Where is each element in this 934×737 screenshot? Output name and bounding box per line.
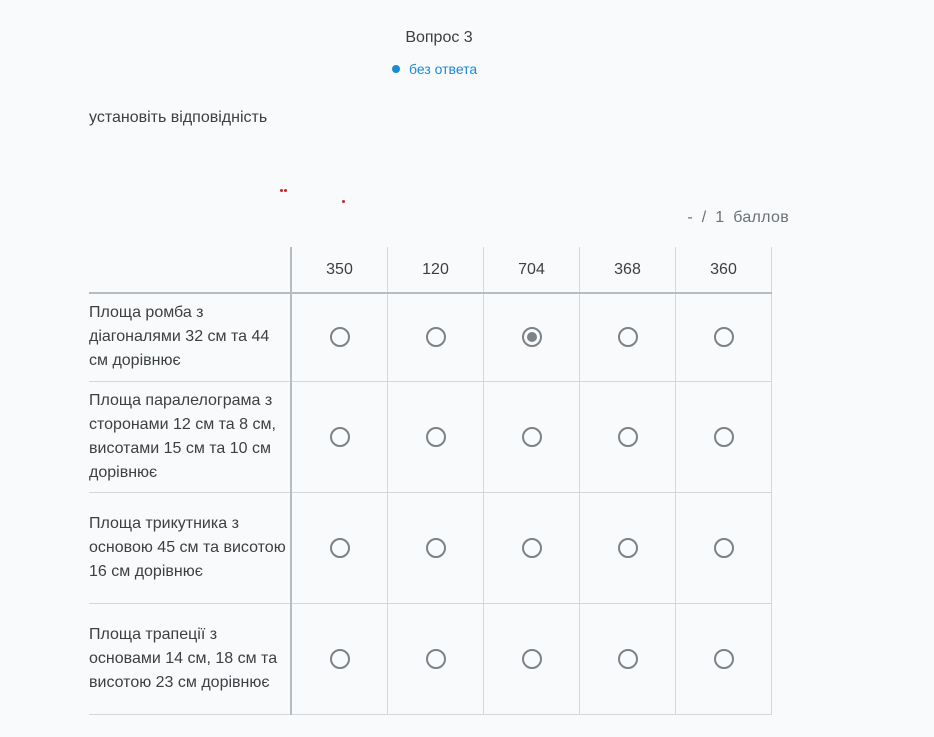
answer-radio[interactable] [426, 327, 446, 347]
answer-status [392, 61, 477, 77]
matrix-corner [89, 247, 291, 293]
decorative-dot [280, 189, 283, 192]
column-header: 704 [484, 247, 580, 293]
answer-radio[interactable] [618, 649, 638, 669]
answer-radio[interactable] [522, 538, 542, 558]
column-header: 120 [388, 247, 484, 293]
column-header: 368 [580, 247, 676, 293]
matrix-header-row [89, 247, 772, 293]
answer-radio[interactable] [714, 649, 734, 669]
answer-radio[interactable] [330, 327, 350, 347]
column-header: 360 [676, 247, 772, 293]
matrix-row [89, 603, 772, 714]
row-label: Площа паралелограма з сторонами 12 см та 8 см, висотами 15 см та 10 см дорівнює [89, 381, 291, 492]
answer-radio[interactable] [426, 538, 446, 558]
score-max: 1 [715, 209, 725, 226]
answer-radio[interactable] [330, 649, 350, 669]
matrix-row [89, 293, 772, 381]
question-prompt: установіть відповідність [89, 109, 268, 126]
score-display [683, 209, 789, 227]
answer-radio[interactable] [618, 538, 638, 558]
answer-radio[interactable] [330, 427, 350, 447]
question-title: Вопрос 3 [405, 29, 473, 46]
answer-radio[interactable] [714, 327, 734, 347]
score-value: - [687, 209, 694, 226]
answer-radio[interactable] [522, 427, 542, 447]
answer-radio[interactable] [618, 427, 638, 447]
answer-radio[interactable] [714, 538, 734, 558]
answer-radio[interactable] [522, 649, 542, 669]
row-label: Площа трикутника з основою 45 см та висотою 16 см дорівнює [89, 492, 291, 603]
status-dot-icon [392, 65, 400, 73]
matrix-row [89, 492, 772, 603]
answer-radio[interactable] [618, 327, 638, 347]
answer-radio[interactable] [522, 327, 542, 347]
matrix-row [89, 381, 772, 492]
column-header: 350 [291, 247, 388, 293]
row-label: Площа трапеції з основами 14 см, 18 см та висотою 23 см дорівнює [89, 603, 291, 714]
answer-radio[interactable] [426, 649, 446, 669]
score-unit: баллов [733, 209, 789, 226]
decorative-dot [342, 200, 345, 203]
answer-status-label: без ответа [409, 61, 478, 77]
answer-radio[interactable] [330, 538, 350, 558]
row-label: Площа ромба з діагоналями 32 см та 44 см дорівнює [89, 293, 291, 381]
decorative-dot [284, 189, 287, 192]
score-separator: / [701, 209, 707, 226]
answer-radio[interactable] [714, 427, 734, 447]
matching-matrix [89, 247, 772, 715]
answer-radio[interactable] [426, 427, 446, 447]
